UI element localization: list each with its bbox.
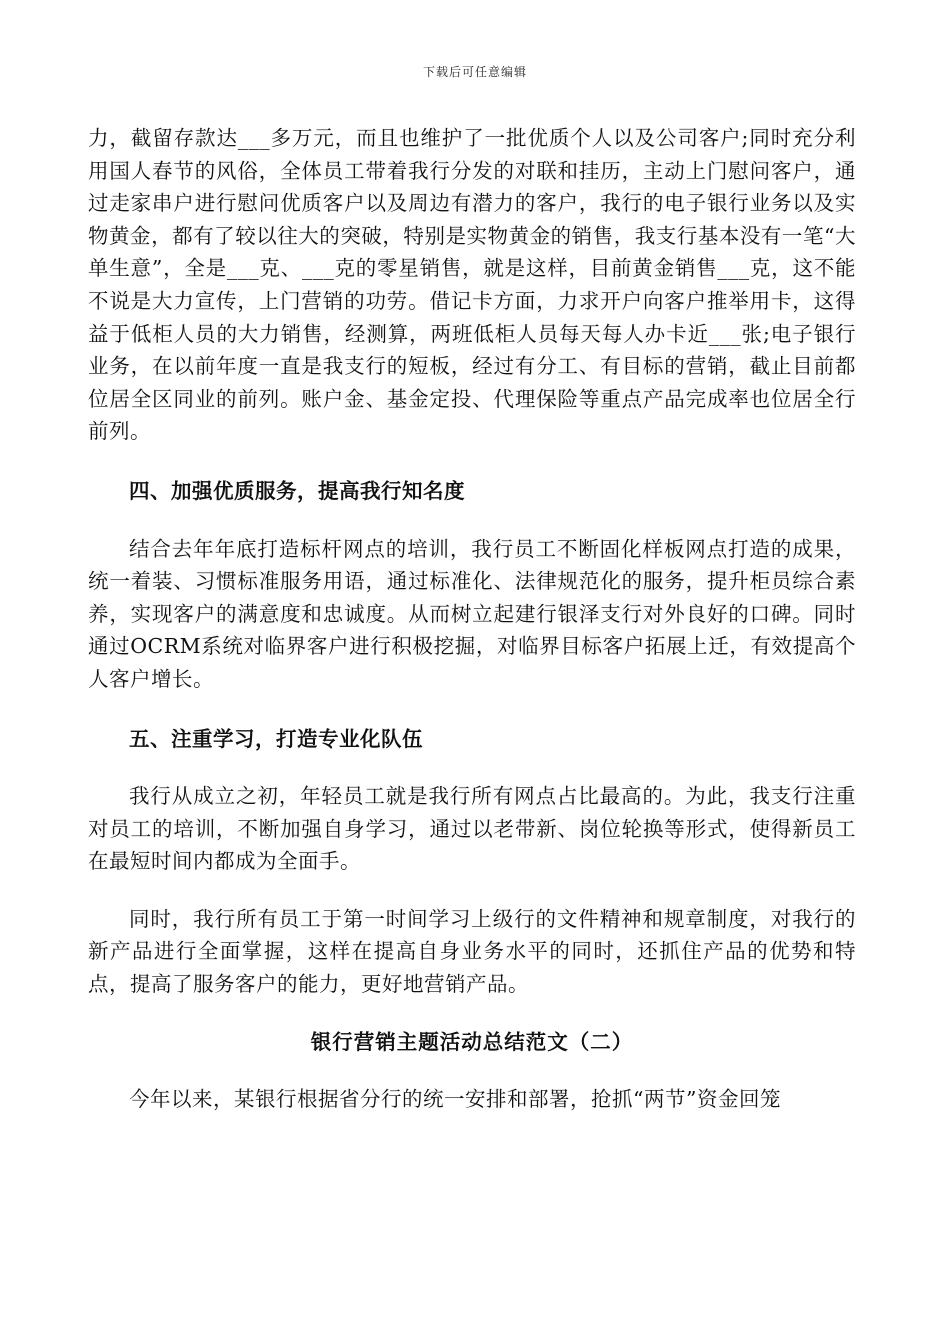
document-body [88,122,856,1116]
paragraph-deposit-gold-sales: 力，截留存款达___多万元，而且也维护了一批优质个人以及公司客户;同时充分利用国人春节的风俗，全体员工带着我行分发的对联和挂历，主动上门慰问客户，通过走家串户进行慰问优质客户以及周边有潜力的客户，我行的电子银行业务以及实物黄金，都有了较以往大的突破，特别是实物黄金的销售，我支行基本没有一笔“大单生意”，全是___克、___克的零星销售，就是这样，目前黄金销售___克，这不能不说是大力宣传，上门营销的功劳。借记卡方面，力求开户向客户推举用卡，这得益于低柜人员的大力销售，经测算，两班低柜人员每天每人办卡近___张;电子银行业务，在以前年度一直是我支行的短板，经过有分工、有目标的营销，截止目前都位居全区同业的前列。账户金、基金定投、代理保险等重点产品完成率也位居全行前列。 [88,126,856,444]
paragraph-regulations: 同时，我行所有员工于第一时间学习上级行的文件精神和规章制度，对我行的新产品进行全面掌握，这样在提高自身业务水平的同时，还抓住产品的优势和特点，提高了服务客户的能力，更好地营销产品。 [88,906,856,997]
paragraph-intro-two: 今年以来，某银行根据省分行的统一安排和部署，抢抓“两节”资金回笼 [129,1087,781,1112]
spacer [88,755,856,780]
article-title-two: 银行营销主题活动总结范文（二） [310,1029,634,1054]
spacer [88,1058,856,1083]
paragraph-training: 我行从成立之初，年轻员工就是我行所有网点占比最高的。为此，我支行注重对员工的培训，不断加强自身学习，通过以老带新、岗位轮换等形式，使得新员工在最短时间内都成为全面手。 [88,784,856,874]
spacer [88,448,856,475]
spacer [88,1001,856,1026]
spacer [88,508,856,533]
section-heading-learning: 五、注重学习，打造专业化队伍 [129,726,423,751]
spacer [88,696,856,723]
section-heading-service: 四、加强优质服务，提高我行知名度 [129,478,465,503]
spacer [88,878,856,903]
header-note: 下载后可任意编辑 [422,65,527,79]
paragraph-service: 结合去年年底打造标杆网点的培训，我行员工不断固化样板网点打造的成果，统一着装、习惯标准服务用语，通过标准化、法律规范化的服务，提升柜员综合素养，实现客户的满意度和忠诚度。从而树立起建行银泽支行对外良好的口碑。同时通过OCRM系统对临界客户进行积极挖掘，对临界目标客户拓展上迁，有效提高个人客户增长。 [88,536,856,691]
